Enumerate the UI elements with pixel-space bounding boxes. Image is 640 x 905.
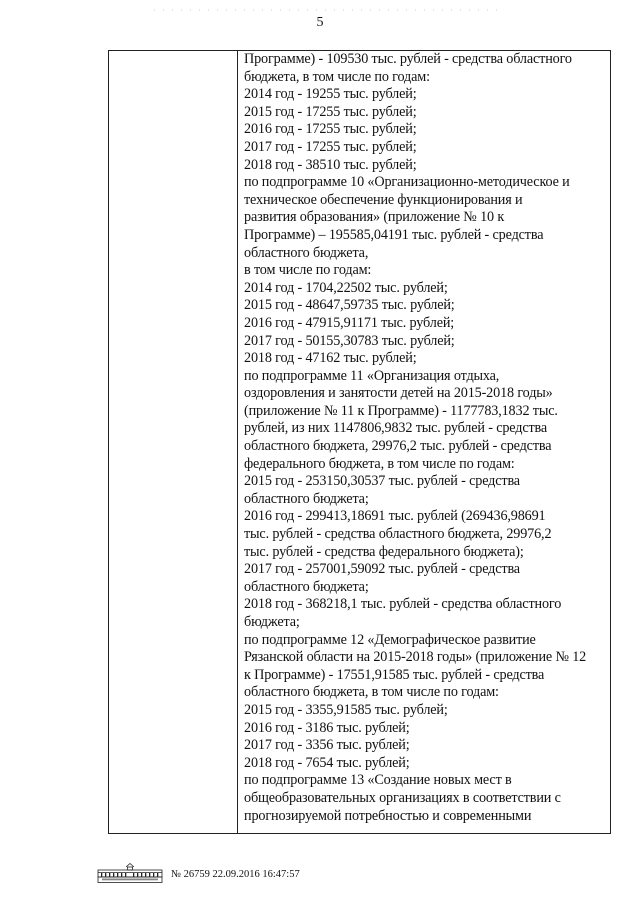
text-line: 2018 год - 368218,1 тыс. рублей - средства областного [244,596,562,613]
text-line: общеобразовательных организациях в соответствии с [244,789,561,806]
text-line: 2014 год - 19255 тыс. рублей; [244,86,417,103]
government-building-stamp-icon [96,862,164,884]
text-line: 2016 год - 299413,18691 тыс. рублей (269436,98691 [244,508,546,525]
text-line: 2014 год - 1704,22502 тыс. рублей; [244,279,448,296]
text-line: 2016 год - 47915,91171 тыс. рублей; [244,314,455,331]
text-line: областного бюджета, [244,244,369,261]
text-line: техническое обеспечение функционирования и [244,191,523,208]
text-line: 2018 год - 47162 тыс. рублей; [244,350,417,367]
text-line: Программе) - 109530 тыс. рублей - средства областного [244,51,572,67]
text-line: областного бюджета; [244,578,369,595]
text-line: оздоровления и занятости детей на 2015-2018 годы» [244,385,553,402]
text-line: по подпрограмме 11 «Организация отдыха, [244,367,500,384]
text-line: 2017 год - 3356 тыс. рублей; [244,737,410,754]
document-table [108,50,611,834]
text-line: 2015 год - 253150,30537 тыс. рублей - средства [244,473,520,490]
table-left-column [109,51,238,833]
text-line: рублей, из них 1147806,9832 тыс. рублей - средства [244,420,548,437]
text-line: 2015 год - 3355,91585 тыс. рублей; [244,701,448,718]
registration-footer [96,862,300,884]
text-line: Рязанской области на 2015-2018 годы» (приложение № 12 [244,649,587,666]
table-right-column [238,51,610,833]
text-line: (приложение № 11 к Программе) - 1177783,1832 тыс. [244,402,558,419]
scan-artifact-dots [150,9,500,11]
text-line: бюджета, в том числе по годам: [244,68,430,85]
text-line: 2017 год - 257001,59092 тыс. рублей - средства [244,561,520,578]
text-line: тыс. рублей - средства федерального бюджета); [244,543,524,560]
text-line: 2017 год - 50155,30783 тыс. рублей; [244,332,455,349]
text-line: развития образования» (приложение № 10 к [244,209,505,226]
text-line: Программе) – 195585,04191 тыс. рублей - средства [244,226,544,243]
text-line: по подпрограмме 12 «Демографическое развитие [244,631,536,648]
text-line: областного бюджета, 29976,2 тыс. рублей - средства [244,438,552,455]
text-line: бюджета; [244,614,300,630]
text-line: областного бюджета, в том числе по годам: [244,684,499,701]
registration-number-timestamp: № 26759 22.09.2016 16:47:57 [171,869,300,880]
text-line: 2016 год - 17255 тыс. рублей; [244,121,417,138]
text-line: прогнозируемой потребностью и современными [244,807,532,824]
text-line: тыс. рублей - средства областного бюджета, 29976,2 [244,526,552,543]
text-line: областного бюджета; [244,490,369,507]
text-line: 2018 год - 7654 тыс. рублей; [244,754,410,771]
text-line: 2015 год - 48647,59735 тыс. рублей; [244,297,455,314]
text-line: 2016 год - 3186 тыс. рублей; [244,719,410,736]
text-line: по подпрограмме 10 «Организационно-методическое и [244,174,570,191]
page-number: 5 [316,15,324,30]
text-line: 2018 год - 38510 тыс. рублей; [244,156,417,173]
text-line: в том числе по годам: [244,262,372,279]
text-line: 2015 год - 17255 тыс. рублей; [244,103,417,120]
text-line: к Программе) - 17551,91585 тыс. рублей - средства [244,666,545,683]
text-line: федерального бюджета, в том числе по годам: [244,455,515,472]
text-line: по подпрограмме 13 «Создание новых мест в [244,772,512,789]
text-line: 2017 год - 17255 тыс. рублей; [244,138,417,155]
